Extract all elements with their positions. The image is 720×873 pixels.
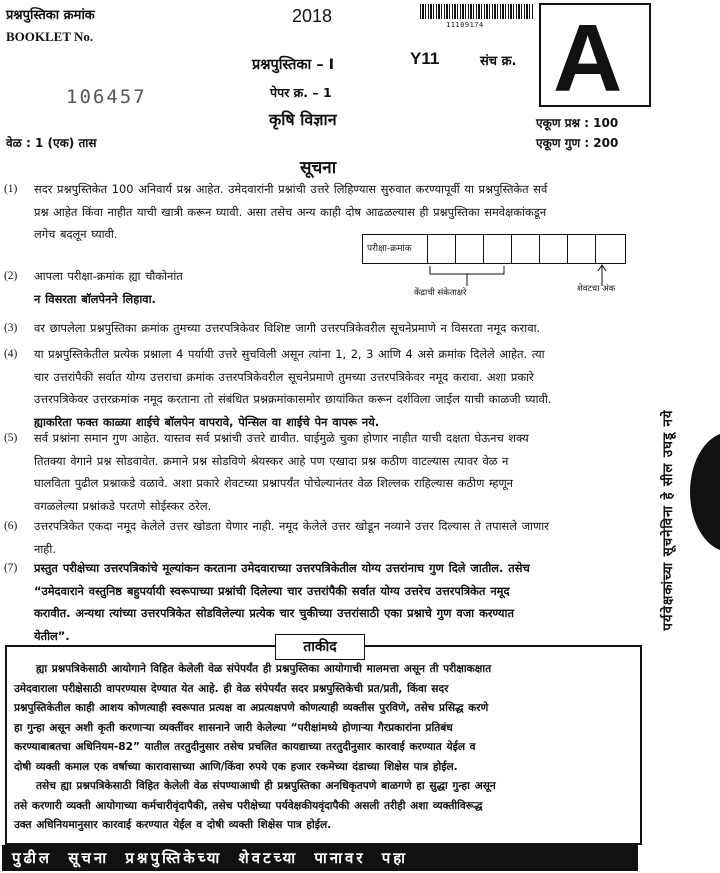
warning-title: ताकीद bbox=[275, 634, 365, 660]
roll-digit-cell[interactable] bbox=[455, 235, 483, 263]
item-number: (1) bbox=[4, 183, 18, 195]
roll-digit-cell[interactable] bbox=[427, 235, 455, 263]
time-allowed: वेळ : 1 (एक) तास bbox=[6, 136, 97, 150]
roll-digit-cell[interactable] bbox=[567, 235, 595, 263]
instructions-title: सूचना bbox=[300, 158, 337, 178]
subject-title: कृषि विज्ञान bbox=[269, 110, 337, 129]
series-code: Y11 bbox=[410, 49, 440, 68]
set-letter-box bbox=[539, 3, 651, 112]
footer-text: पुढील सूचना प्रश्नपुस्तिकेच्या शेवटच्या पानावर पहा bbox=[12, 849, 409, 867]
booklet-label-english: BOOKLET No. bbox=[6, 29, 94, 44]
booklet-label-marathi: प्रश्नपुस्तिका क्रमांक bbox=[6, 8, 95, 23]
item-number: (5) bbox=[4, 432, 18, 444]
footer-bar bbox=[2, 845, 638, 871]
total-marks: एकूण गुण : 200 bbox=[536, 136, 619, 150]
roll-number-label: परीक्षा-क्रमांक bbox=[367, 244, 412, 254]
instruction-item-7: प्रस्तुत परीक्षेच्या उत्तरपत्रिकांचे मूल्यांकन करताना उमेदवाराच्या उत्तरपत्रिकेतील योग्य उत्तरांनाच गुण दिले जातील. तसेच “उमेदवाराने वस्तुनिष्ठ बहुपर्यायी स्वरूपाच्या प्रश्नांची दिलेल्या चार उत्तरांपैकी सर्वात योग्य उत्तरेच उत्तरपत्रिकेत नमूद करावीत. अन्यथा त्यांच्या उत्तरपत्रिकेत सोडविलेल्या प्रत्येक चार चुकीच्या उत्तरांसाठी एका प्रश्नाचे गुण वजा करण्यात येतील”. bbox=[34, 561, 530, 643]
roll-number-grid[interactable] bbox=[362, 234, 626, 264]
barcode bbox=[420, 4, 534, 19]
instruction-item-2: आपला परीक्षा-क्रमांक ह्या चौकोनांत न विसरता बॉलपेनने लिहावा. bbox=[34, 269, 183, 306]
paper-number: पेपर क्र. – 1 bbox=[270, 85, 332, 100]
instruction-item-1: सदर प्रश्नपुस्तिकेत 100 अनिवार्य प्रश्न आहेत. उमेदवारांनी प्रश्नांची उत्तरे लिहिण्यास सुरुवात करण्यापूर्वी या प्रश्नपुस्तिकेत सर्व प्रश्न आहेत किंवा नाहीत याची खात्री करून घ्यावी. असा तसेच अन्य काही दोष आढळल्यास ही प्रश्नपुस्तिका समवेक्षकांकडून लगेच बदलून घ्यावी. bbox=[34, 182, 548, 241]
instruction-item-4: या प्रश्नपुस्तिकेतील प्रत्येक प्रश्नाला 4 पर्यायी उत्तरे सुचविली असून त्यांना 1, 2, 3 आणि 4 असे क्रमांक दिलेले आहेत. त्या चार उत्तरांपैकी सर्वात योग्य उत्तराचा क्रमांक उत्तरपत्रिकेवरील सूचनेप्रमाणे तुमच्या उत्तरपत्रिकेवर नमूद करावा. अशा प्रकारे उत्तरपत्रिकेवर उत्तरक्रमांक नमूद करताना तो संबंधित प्रश्नक्रमांकासमोर छायांकित करून दर्शविला जाईल याची काळजी घ्यावी. ह्याकरिता फक्त काळ्या शाईचे बॉलपेन वापरावे, पेन्सिल वा शाईचे पेन वापरू नये. bbox=[34, 347, 552, 429]
booklet-number: 106457 bbox=[66, 86, 147, 108]
roll-digit-cell[interactable] bbox=[483, 235, 511, 263]
center-code-label: केंद्राची संकेताक्षरे bbox=[414, 288, 467, 298]
instruction-item-6: उत्तरपत्रिकेत एकदा नमूद केलेले उत्तर खोडता येणार नाही. नमूद केलेले उत्तर खोडून नव्याने उत्तर दिल्यास ते तपासले जाणार नाही. bbox=[34, 519, 549, 556]
item-number: (2) bbox=[4, 270, 18, 282]
set-letter: A bbox=[553, 5, 623, 112]
item-number: (4) bbox=[4, 348, 18, 360]
punch-hole-mark bbox=[690, 432, 720, 552]
roll-digit-cell[interactable] bbox=[595, 235, 623, 263]
instruction-item-3: वर छापलेला प्रश्नपुस्तिका क्रमांक तुमच्या उत्तरपत्रिकेवर विशिष्ट जागी उत्तरपत्रिकेवरील सूचनेप्रमाणे न विसरता नमूद करावा. bbox=[34, 321, 541, 335]
warning-text: ह्या प्रश्नपत्रिकेसाठी आयोगाने विहित केलेली वेळ संपेपर्यंत ही प्रश्नपुस्तिका आयोगाची मालमत्ता असून ती परीक्षाकक्षात उमेदवाराला परीक्षेसाठी वापरण्यास देण्यात येत आहे. ही वेळ संपेपर्यंत सदर प्रश्नपुस्तिकेची प्रत/प्रती, किंवा सदर प्रश्नपुस्तिकेतील काही आशय कोणत्याही स्वरूपात प्रत्यक्ष वा अप्रत्यक्षपणे कोणत्याही व्यक्तीस पुरविणे, तसेच प्रसिद्ध करणे हा गुन्हा असून अशी कृती करणाऱ्या व्यक्तींवर शासनाने जारी केलेल्या “परीक्षांमध्ये होणाऱ्या गैरप्रकारांना प्रतिबंध करण्याबाबतचा अधिनियम-82” यातील तरतुदीनुसार तसेच प्रचलित कायद्याच्या तरतुदीनुसार कारवाई करण्यात येईल व दोषी व्यक्ती कमाल एक वर्षाच्या कारावासाच्या आणि/किंवा रुपये एक हजार रकमेच्या दंडाच्या शिक्षेस पात्र होईल. तसेच ह्या प्रश्नपत्रिकेसाठी विहित केलेली वेळ संपण्याआधी ही प्रश्नपुस्तिका अनधिकृतपणे बाळगणे हा सुद्धा गुन्हा असून तसे करणारी व्यक्ती आयोगाच्या कर्मचारीवृंदापैकी, तसेच परीक्षेच्या पर्यवेक्षकीयवृंदापैकी असली तरीही अशा व्यक्तीविरूद्ध उक्त अधिनियमानुसार कारवाई करण्यात येईल व दोषी व्यक्ती शिक्षेस पात्र होईल. bbox=[14, 663, 496, 831]
total-questions: एकूण प्रश्न : 100 bbox=[536, 116, 619, 130]
exam-year: 2018 bbox=[292, 6, 333, 26]
paper-name: प्रश्नपुस्तिका – I bbox=[252, 57, 335, 73]
barcode-number: 11109174 bbox=[446, 21, 484, 29]
last-digit-label: शेवटचा अंक bbox=[577, 284, 616, 294]
item-number: (6) bbox=[4, 520, 18, 532]
item-number: (3) bbox=[4, 322, 18, 334]
item-number: (7) bbox=[4, 562, 18, 574]
set-label: संच क्र. bbox=[480, 54, 517, 69]
instruction-item-5: सर्व प्रश्नांना समान गुण आहेत. यास्तव सर्व प्रश्नांची उत्तरे द्यावीत. घाईमुळे चुका होणार नाहीत याची दक्षता घेऊनच शक्य तितक्या वेगाने प्रश्न सोडवावेत. क्रमाने प्रश्न सोडविणे श्रेयस्कर आहे पण एखादा प्रश्न कठीण वाटल्यास त्यावर वेळ न घालविता पुढील प्रश्नाकडे वळावे. अशा प्रकारे शेवटच्या प्रश्नापर्यंत पोचेल्यानंतर वेळ शिल्लक राहिल्यास कठीण म्हणून वगळलेल्या प्रश्नांकडे परतणे सोईस्कर ठरेल. bbox=[34, 431, 529, 513]
seal-side-note: पर्यवेक्षकांच्या सूचनेविना हे सील उघडू नये bbox=[661, 409, 676, 631]
roll-digit-cell[interactable] bbox=[511, 235, 539, 263]
roll-digit-cell[interactable] bbox=[539, 235, 567, 263]
